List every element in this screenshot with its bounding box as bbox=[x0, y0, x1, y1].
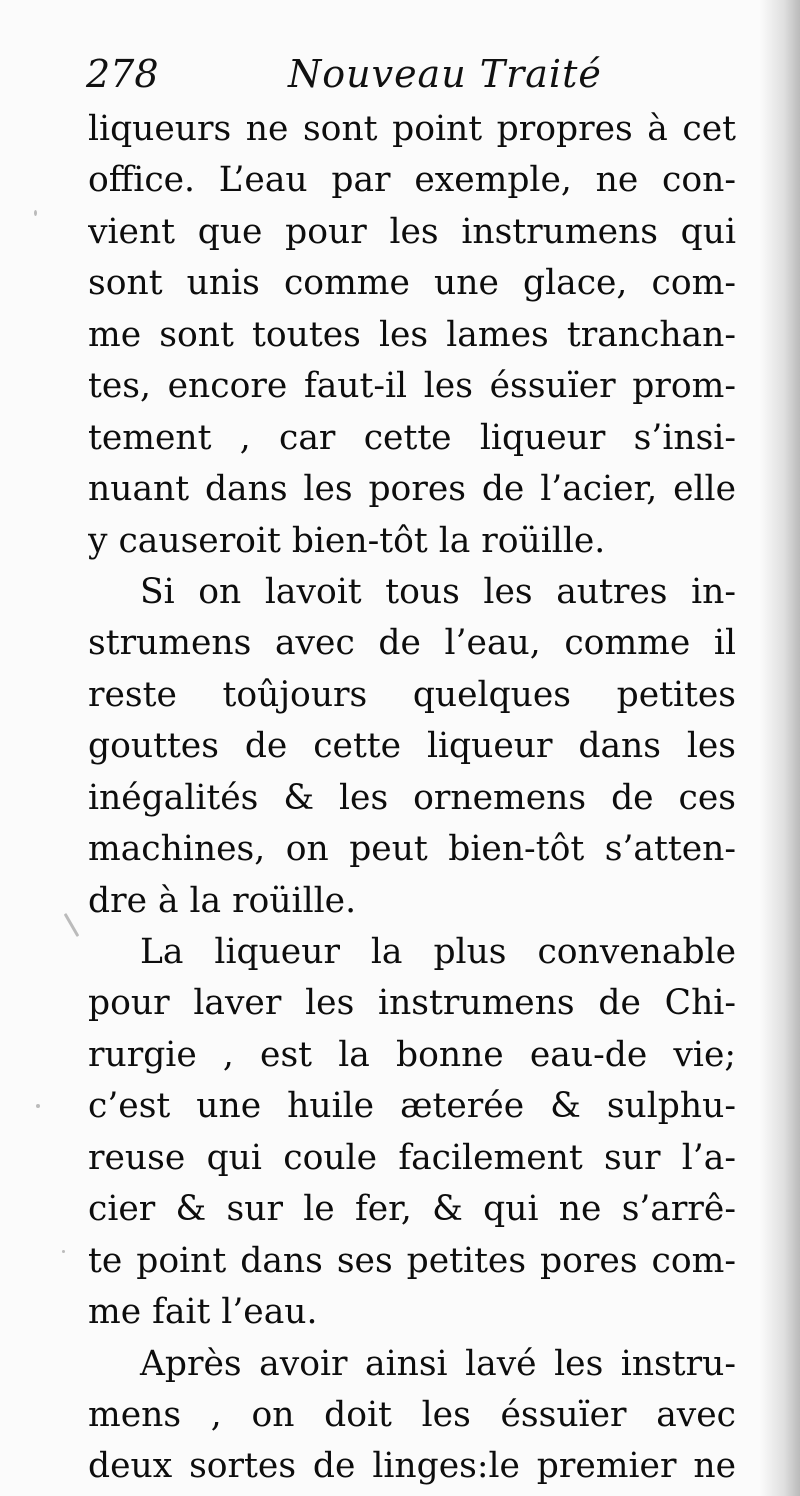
text-line: dre à la roüille. bbox=[88, 880, 357, 921]
text-line: te point dans ses petites pores com- bbox=[88, 1240, 736, 1281]
text-line: y causeroit bien-tôt la roüille. bbox=[88, 520, 606, 561]
text-line: inégalités & les ornemens de ces bbox=[88, 777, 736, 818]
text-line: deux sortes de linges:le premier ne bbox=[88, 1446, 736, 1487]
paper-speck bbox=[62, 1250, 65, 1253]
text-line: rurgie , est la bonne eau-de vie; bbox=[88, 1034, 736, 1075]
text-line: office. L’eau par exemple, ne con- bbox=[88, 160, 736, 201]
text-line: pour laver les instrumens de Chi- bbox=[88, 983, 736, 1024]
text-line: Si on lavoit tous les autres in- bbox=[140, 571, 736, 612]
paper-speck bbox=[64, 913, 80, 937]
text-line: liqueurs ne sont point propres à cet bbox=[88, 109, 736, 149]
text-line: reuse qui coule facilement sur l’a- bbox=[88, 1137, 736, 1178]
text-line: reste toûjours quelques petites bbox=[88, 674, 736, 715]
text-line: tes, encore faut-il les éssuïer prom- bbox=[88, 366, 736, 407]
running-title: Nouveau Traité bbox=[288, 52, 602, 96]
text-line: c’est une huile æterée & sulphu- bbox=[88, 1086, 736, 1127]
text-line: me sont toutes les lames tranchan- bbox=[88, 314, 736, 355]
text-line: tement , car cette liqueur s’insi- bbox=[88, 417, 736, 458]
text-line: cier & sur le fer, & qui ne s’arrê- bbox=[88, 1189, 736, 1230]
body-text bbox=[88, 104, 736, 1493]
text-line: Après avoir ainsi lavé les instru- bbox=[140, 1343, 736, 1384]
text-line: nuant dans les pores de l’acier, elle bbox=[88, 469, 736, 510]
text-line: me fait l’eau. bbox=[88, 1292, 318, 1333]
text-line: strumens avec de l’eau, comme il bbox=[88, 623, 736, 664]
text-line: mens , on doit les éssuïer avec bbox=[88, 1394, 736, 1435]
text-line: machines, on peut bien-tôt s’atten- bbox=[88, 829, 736, 870]
page-number: 278 bbox=[86, 52, 159, 96]
text-line: sont unis comme une glace, com- bbox=[88, 263, 736, 304]
page-gutter-shadow bbox=[760, 0, 800, 1496]
paper-speck bbox=[34, 210, 37, 216]
paper-speck bbox=[36, 1104, 40, 1108]
text-line: gouttes de cette liqueur dans les bbox=[88, 726, 736, 767]
page-header bbox=[86, 48, 726, 100]
text-line: vient que pour les instrumens qui bbox=[88, 211, 736, 252]
text-line: La liqueur la plus convenable bbox=[140, 932, 736, 972]
